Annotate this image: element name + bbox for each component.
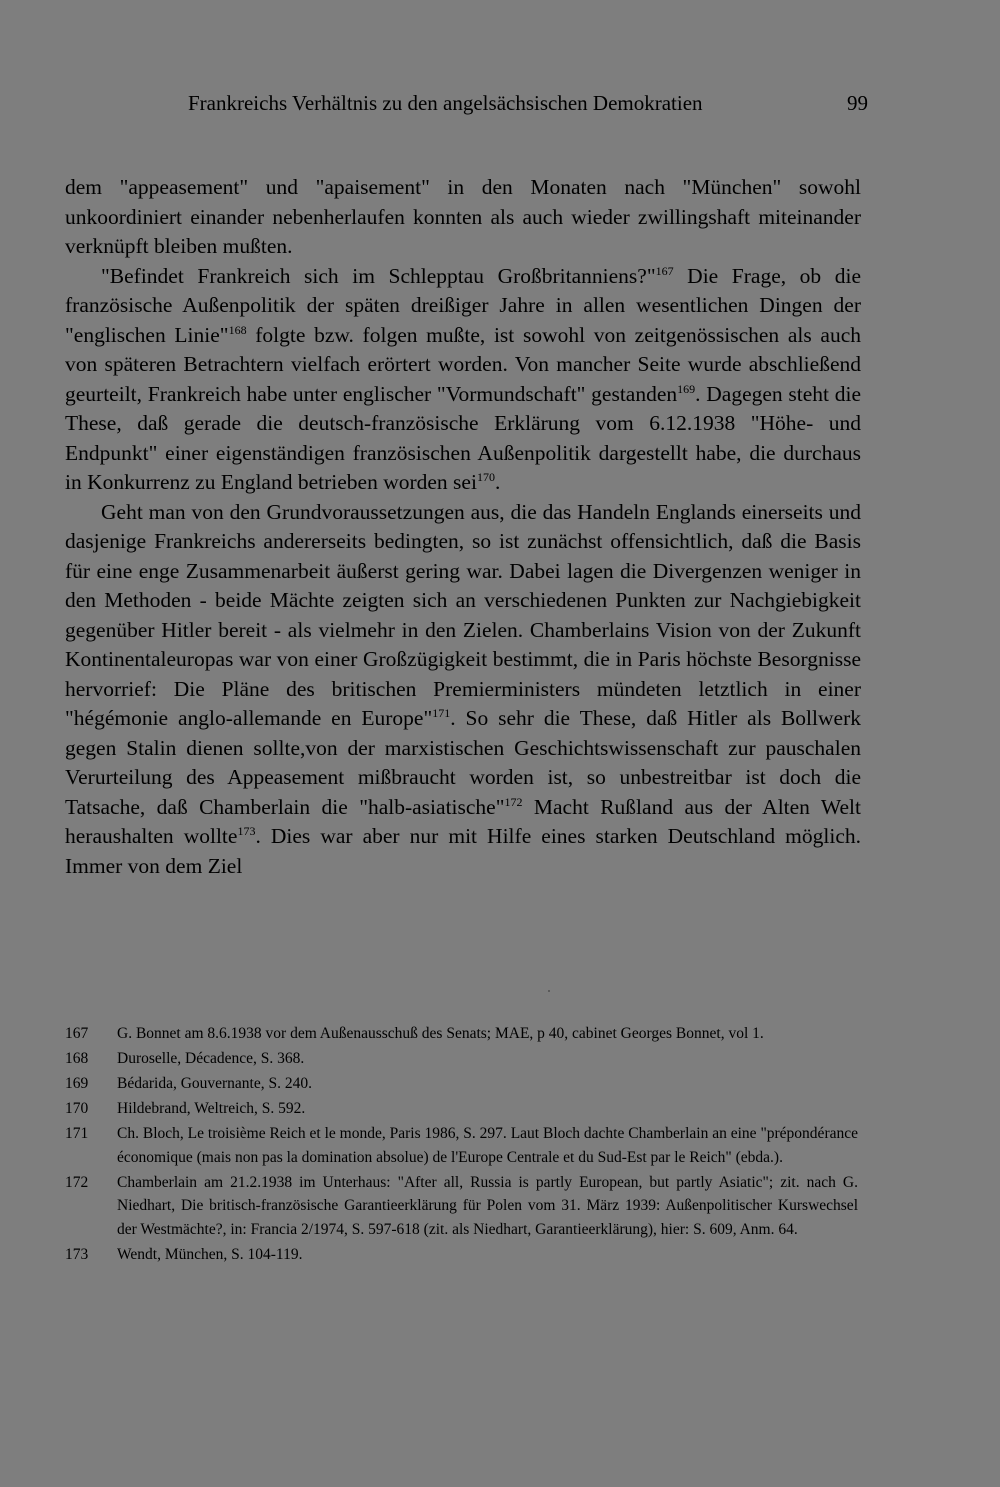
paragraph-3-text-c: Macht Rußland aus der Alten Welt heraushalten wollte	[65, 794, 861, 848]
footnote-number: 173	[65, 1245, 89, 1263]
footnote-ref-170: 170	[476, 469, 495, 484]
paragraph-1-text: dem "appeasement" und "apaisement" in den Monaten nach "München" sowohl unkoordiniert einander nebenherlaufen konnten als auch wieder zwillingshaft miteinander verknüpft bleiben mußten.	[65, 175, 861, 258]
paragraph-3	[65, 498, 861, 882]
running-title: Frankreichs Verhältnis zu den angelsächsischen Demokratien	[188, 91, 703, 115]
paragraph-2-text-a: "Befindet Frankreich sich im Schlepptau Großbritanniens?"	[101, 263, 656, 288]
paragraph-2-text-e: .	[494, 470, 501, 494]
footnote-number: 170	[65, 1100, 89, 1117]
footnote-text: Bédarida, Gouvernante, S. 240.	[117, 1075, 312, 1092]
paragraph-2-text-c: folgte bzw. folgen mußte, ist sowohl von zeitgenössischen als auch von späteren Betrachtern vielfach erörtert worden. Von mancher Seite wurde abschließend geurteilt, Frankreich habe unter englischer "Vormundschaft" gestanden	[65, 322, 862, 406]
footnote-number: 171	[65, 1125, 89, 1142]
footnote-ref-167: 167	[655, 263, 674, 278]
paragraph-3-text-d: . Dies war aber nur mit Hilfe eines starken Deutschland möglich. Immer von dem Ziel	[65, 824, 861, 878]
page-number: 99	[847, 91, 868, 115]
footnote-text: G. Bonnet am 8.6.1938 vor dem Außenausschuß des Senats; MAE, p 40, cabinet Georges Bonnet, vol 1.	[117, 1025, 764, 1042]
footnote-text: Chamberlain am 21.2.1938 im Unterhaus: "After all, Russia is partly European, but partly Asiatic"; zit. nach G. Niedhart, Die britisch-französische Garantieerklärung für Polen vom 31. März 1939: Außenpolitischer Kurswechsel der Westmächte?, in: Francia 2/1974, S. 597-618 (zit. als Niedhart, Garantieerklärung), hier: S. 609, Anm. 64.	[117, 1173, 858, 1238]
footnote	[65, 1122, 858, 1169]
footnote-number: 168	[65, 1050, 89, 1067]
paragraph-1	[65, 173, 861, 262]
footnote	[65, 1171, 858, 1242]
footnote	[65, 1097, 858, 1121]
paragraph-3-text-b: . So sehr die These, daß Hitler als Bollwerk gegen Stalin dienen sollte,von der marxistischen Geschichtswissenschaft zur pauschalen Verurteilung des Appeasement mißbraucht worden ist, so unbestreitbar ist doch die Tatsache, daß Chamberlain die "halb-asiatische"	[65, 706, 861, 819]
footnote	[65, 1243, 858, 1267]
footnote	[65, 1022, 858, 1046]
footnote-text: Wendt, München, S. 104-119.	[117, 1245, 303, 1263]
footnote-text: Hildebrand, Weltreich, S. 592.	[117, 1100, 306, 1117]
paragraph-2	[65, 262, 861, 498]
footnote-text: Duroselle, Décadence, S. 368.	[117, 1050, 305, 1067]
paragraph-2-text-b: Die Frage, ob die französische Außenpolitik der späten dreißiger Jahre in allen wesentlichen Dingen der "englischen Linie"	[65, 263, 861, 347]
paragraph-3-text-a: Geht man von den Grundvoraussetzungen aus, die das Handeln Englands einerseits und dasjenige Frankreichs andererseits bedingten, so ist zunächst offensichtlich, daß die Basis für eine enge Zusammenarbeit äußerst gering war. Dabei lagen die Divergenzen weniger in den Methoden - beide Mächte zeigten sich an verschiedenen Punkten zur Nachgiebigkeit gegenüber Hitler bereit - als vielmehr in den Zielen. Chamberlains Vision von der Zukunft Kontinentaleuropas war von einer Großzügigkeit bestimmt, die in Paris höchste Besorgnisse hervorrief: Die Pläne des britischen Premierministers mündeten letztlich in einer "hégémonie anglo-allemande en Europe"	[65, 499, 861, 730]
footnote	[65, 1072, 858, 1096]
footnotes	[65, 1022, 858, 1268]
footnote-ref-172: 172	[504, 794, 523, 809]
footnote-number: 169	[65, 1075, 89, 1092]
body-text	[65, 173, 861, 881]
paragraph-2-text-d: . Dagegen steht die These, daß gerade die deutsch-französische Erklärung vom 6.12.1938 "Höhe- und Endpunkt" einer eigenständigen französischen Außenpolitik dargestellt habe, die durchaus in Konkurrenz zu England betrieben worden sei	[65, 381, 862, 494]
footnote-number: 172	[65, 1173, 89, 1191]
footnote	[65, 1047, 858, 1071]
footnote-number: 167	[65, 1025, 89, 1042]
footnote-text: Ch. Bloch, Le troisième Reich et le monde, Paris 1986, S. 297. Laut Bloch dachte Chamberlain an eine "prépondérance économique (mais non pas la domination absolue) de l'Europe Centrale et du Sud-Est par le Reich" (ebda.).	[117, 1125, 858, 1166]
footnote-ref-169: 169	[677, 381, 696, 396]
scan-speck	[548, 990, 550, 992]
footnote-ref-173: 173	[237, 823, 256, 838]
footnote-ref-171: 171	[432, 705, 451, 720]
running-header	[188, 88, 868, 118]
footnote-ref-168: 168	[228, 322, 247, 337]
